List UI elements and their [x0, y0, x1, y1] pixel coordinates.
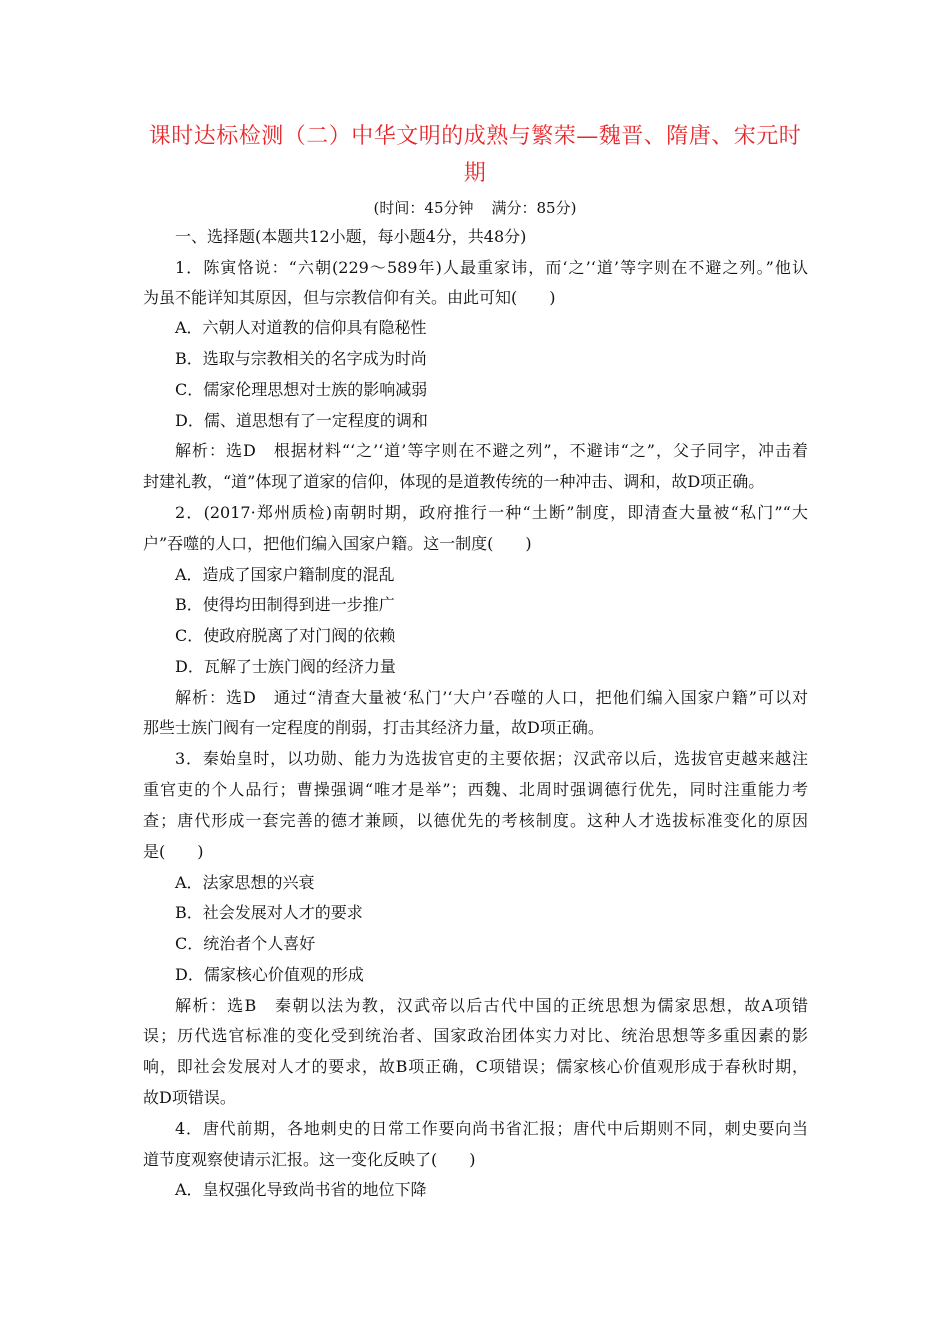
question-2-stem-line-2: 户”吞噬的人口，把他们编入国家户籍。这一制度( )	[143, 534, 532, 553]
question-3-stem-line-1: 3．秦始皇时，以功勋、能力为选拔官吏的主要依据；汉武帝以后，选拔官吏越来越注	[175, 749, 808, 768]
question-3-option-a: A．法家思想的兴衰	[175, 873, 315, 892]
question-3-option-d: D．儒家核心价值观的形成	[175, 965, 364, 984]
question-3-analysis-line-2: 误；历代选官标准的变化受到统治者、国家政治团体实力对比、统治思想等多重因素的影	[143, 1026, 808, 1045]
question-2-analysis-line-2: 那些士族门阀有一定程度的削弱，打击其经济力量，故D项正确。	[143, 718, 604, 737]
question-3-option-b: B．社会发展对人才的要求	[175, 903, 363, 922]
document-title-line-2: 期	[463, 161, 487, 186]
question-1-stem-line-1: 1．陈寅恪说：“六朝(229～589年)人最重家讳，而‘之’‘道’等字则在不避之列。”他认	[175, 258, 808, 277]
time-limit: (时间：45分钟	[373, 199, 474, 217]
document-title-line-1: 课时达标检测（二）中华文明的成熟与繁荣—魏晋、隋唐、宋元时	[148, 124, 802, 149]
question-2-option-a: A．造成了国家户籍制度的混乱	[175, 565, 395, 584]
question-3-analysis-line-3: 响，即社会发展对人才的要求，故B项正确，C项错误；儒家核心价值观形成于春秋时期，	[143, 1057, 808, 1076]
question-1-option-b: B．选取与宗教相关的名字成为时尚	[175, 349, 427, 368]
question-1-analysis-line-1: 解析：选D 根据材料“‘之’‘道’等字则在不避之列”，不避讳“之”，父子同字，冲击着	[175, 441, 808, 460]
question-3-analysis-line-4: 故D项错误。	[143, 1088, 236, 1107]
question-1-analysis-line-2: 封建礼教，“道”体现了道家的信仰，体现的是道教传统的一种冲击、调和，故D项正确。	[143, 472, 765, 491]
question-4-stem-line-1: 4．唐代前期，各地刺史的日常工作要向尚书省汇报；唐代中后期则不同，刺史要向当	[175, 1119, 808, 1138]
full-score: 满分：85分)	[491, 199, 577, 217]
question-3-stem-line-3: 查；唐代形成一套完善的德才兼顾，以德优先的考核制度。这种人才选拔标准变化的原因	[143, 811, 808, 830]
question-1-option-a: A．六朝人对道教的信仰具有隐秘性	[175, 318, 427, 337]
question-2-option-c: C．使政府脱离了对门阀的依赖	[175, 626, 396, 645]
question-3-stem-line-4: 是( )	[143, 842, 204, 861]
question-2-stem-line-1: 2．(2017·郑州质检)南朝时期，政府推行一种“土断”制度，即清查大量被“私门”“大	[175, 503, 808, 522]
question-2-option-b: B．使得均田制得到进一步推广	[175, 595, 395, 614]
exam-info	[0, 198, 950, 218]
section-heading: 一、选择题(本题共12小题，每小题4分，共48分)	[175, 227, 527, 246]
question-4-option-a: A．皇权强化导致尚书省的地位下降	[175, 1180, 427, 1199]
question-2-analysis-line-1: 解析：选D 通过“清查大量被‘私门’‘大户’吞噬的人口，把他们编入国家户籍”可以对	[175, 688, 808, 707]
question-3-analysis-line-1: 解析：选B 秦朝以法为教，汉武帝以后古代中国的正统思想为儒家思想，故A项错	[175, 996, 808, 1015]
question-4-stem-line-2: 道节度观察使请示汇报。这一变化反映了( )	[143, 1150, 476, 1169]
question-3-stem-line-2: 重官吏的个人品行；曹操强调“唯才是举”；西魏、北周时强调德行优先，同时注重能力考	[143, 780, 808, 799]
question-1-stem-line-2: 为虽不能详知其原因，但与宗教信仰有关。由此可知( )	[143, 288, 556, 307]
question-3-option-c: C．统治者个人喜好	[175, 934, 316, 953]
question-1-option-d: D．儒、道思想有了一定程度的调和	[175, 411, 428, 430]
question-2-option-d: D．瓦解了士族门阀的经济力量	[175, 657, 396, 676]
question-1-option-c: C．儒家伦理思想对士族的影响减弱	[175, 380, 428, 399]
